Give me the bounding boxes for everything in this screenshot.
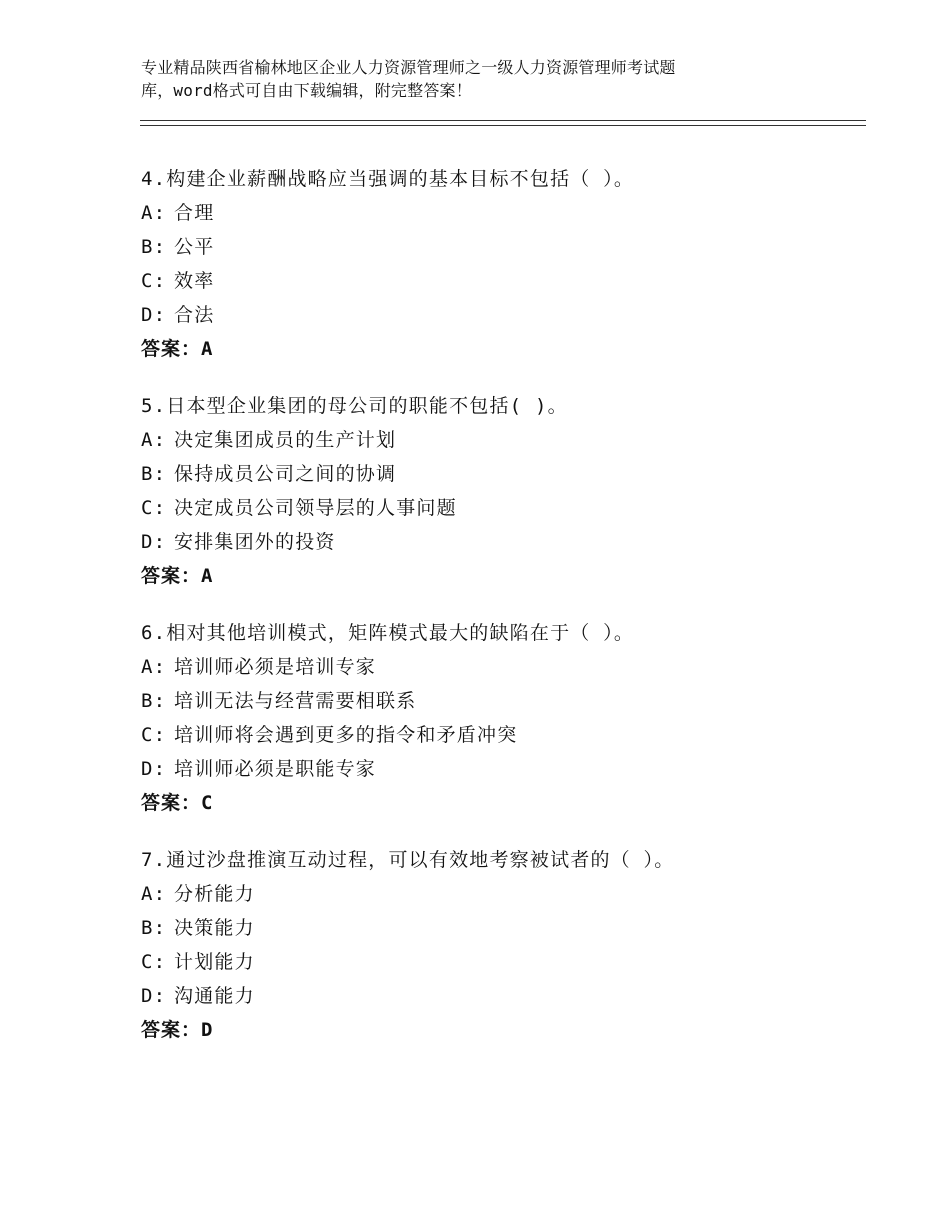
option-text: 培训师必须是培训专家 [174, 656, 377, 678]
question-answer: 答案：C [141, 792, 214, 814]
question-stem: 5.日本型企业集团的母公司的职能不包括( )。 [141, 395, 568, 417]
question-answer: 答案：D [141, 1019, 214, 1041]
question-stem: 6.相对其他培训模式，矩阵模式最大的缺陷在于（ ）。 [141, 622, 635, 644]
option-text: 效率 [174, 270, 215, 292]
option-text: 安排集团外的投资 [174, 531, 336, 553]
option-text: 沟通能力 [174, 985, 255, 1007]
option-key: C: [141, 497, 167, 519]
question-answer: 答案：A [141, 338, 214, 360]
option-key: A: [141, 656, 167, 678]
option-key: A: [141, 202, 167, 224]
header-title-line-1: 专业精品陕西省榆林地区企业人力资源管理师之一级人力资源管理师考试题 [141, 58, 676, 77]
option-key: D: [141, 531, 167, 553]
question-item [141, 389, 861, 593]
question-option [141, 945, 861, 979]
question-option [141, 650, 861, 684]
header-divider [140, 120, 866, 126]
option-key: A: [141, 429, 167, 451]
question-option [141, 491, 861, 525]
question-answer: 答案：A [141, 565, 214, 587]
header-title-line-2: 库，word格式可自由下载编辑，附完整答案！ [141, 81, 472, 100]
option-text: 计划能力 [174, 951, 255, 973]
option-text: 保持成员公司之间的协调 [174, 463, 397, 485]
document-header [141, 56, 821, 102]
question-item [141, 843, 861, 1047]
question-option [141, 196, 861, 230]
question-item [141, 616, 861, 820]
question-option [141, 684, 861, 718]
option-text: 培训师必须是职能专家 [174, 758, 377, 780]
option-key: B: [141, 236, 167, 258]
question-option [141, 264, 861, 298]
option-key: C: [141, 724, 167, 746]
question-option [141, 979, 861, 1013]
option-key: C: [141, 270, 167, 292]
question-option [141, 298, 861, 332]
option-key: A: [141, 883, 167, 905]
option-key: D: [141, 758, 167, 780]
option-text: 培训无法与经营需要相联系 [174, 690, 417, 712]
question-option [141, 423, 861, 457]
option-text: 合理 [174, 202, 215, 224]
question-option [141, 525, 861, 559]
question-stem: 7.通过沙盘推演互动过程，可以有效地考察被试者的（ ）。 [141, 849, 675, 871]
option-key: B: [141, 463, 167, 485]
question-option [141, 752, 861, 786]
option-text: 决策能力 [174, 917, 255, 939]
option-key: B: [141, 690, 167, 712]
option-text: 培训师将会遇到更多的指令和矛盾冲突 [174, 724, 518, 746]
question-option [141, 911, 861, 945]
option-text: 合法 [174, 304, 215, 326]
question-list [141, 162, 861, 1070]
option-key: D: [141, 985, 167, 1007]
question-option [141, 457, 861, 491]
option-key: B: [141, 917, 167, 939]
option-text: 分析能力 [174, 883, 255, 905]
question-stem: 4.构建企业薪酬战略应当强调的基本目标不包括（ ）。 [141, 168, 635, 190]
option-text: 公平 [174, 236, 215, 258]
option-text: 决定成员公司领导层的人事问题 [174, 497, 457, 519]
question-option [141, 718, 861, 752]
option-text: 决定集团成员的生产计划 [174, 429, 397, 451]
option-key: C: [141, 951, 167, 973]
question-item [141, 162, 861, 366]
question-option [141, 230, 861, 264]
question-option [141, 877, 861, 911]
option-key: D: [141, 304, 167, 326]
